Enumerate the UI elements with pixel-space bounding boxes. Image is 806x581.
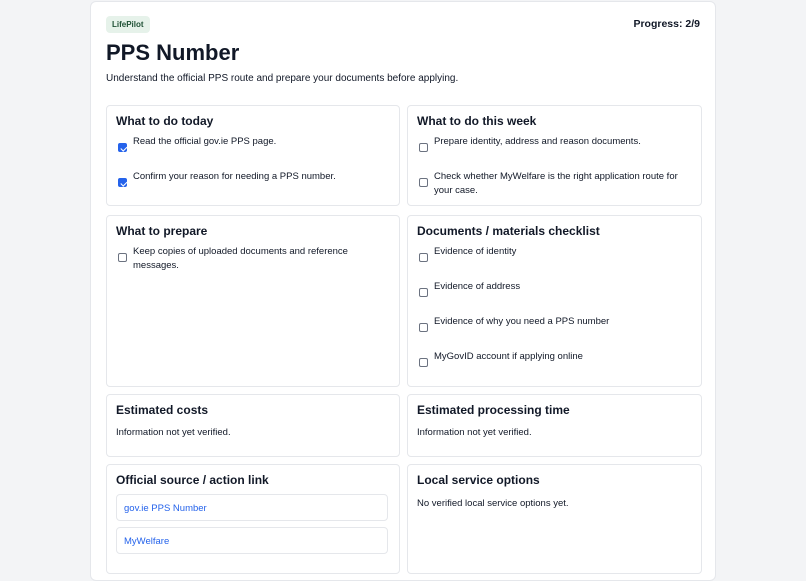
local-value: No verified local service options yet. — [417, 498, 569, 509]
today-card — [106, 105, 400, 206]
documents-checkbox-0[interactable] — [419, 253, 428, 262]
source-card-title: Official source / action link — [116, 473, 269, 487]
costs-card-title: Estimated costs — [116, 403, 209, 417]
brand-badge: LifePilot — [106, 16, 150, 33]
local-card-title: Local service options — [417, 473, 540, 487]
documents-checkbox-1[interactable] — [419, 288, 428, 297]
documents-checkbox-3[interactable] — [419, 358, 428, 367]
page-title: PPS Number — [106, 40, 240, 65]
documents-item-label: MyGovID account if applying online — [434, 351, 583, 362]
costs-card — [106, 394, 400, 457]
documents-item-label: Evidence of why you need a PPS number — [434, 316, 610, 327]
mywelfare-link[interactable] — [116, 527, 388, 554]
local-card — [407, 464, 702, 574]
prepare-checkbox-0[interactable] — [118, 253, 127, 262]
week-card-title: What to do this week — [417, 114, 537, 128]
today-item-label: Read the official gov.ie PPS page. — [133, 136, 277, 147]
progress-indicator: Progress: 2/9 — [633, 18, 700, 30]
documents-card-title: Documents / materials checklist — [417, 224, 600, 238]
prepare-item-label: Keep copies of uploaded documents and reference messages. — [133, 246, 348, 271]
today-checkbox-1[interactable] — [118, 178, 127, 187]
page-subtitle: Understand the official PPS route and prepare your documents before applying. — [106, 73, 459, 84]
week-checkbox-1[interactable] — [419, 178, 428, 187]
today-checkbox-0[interactable] — [118, 143, 127, 152]
week-checkbox-0[interactable] — [419, 143, 428, 152]
prepare-card — [106, 215, 400, 387]
documents-checkbox-2[interactable] — [419, 323, 428, 332]
documents-item-label: Evidence of address — [434, 281, 521, 292]
processing-card — [407, 394, 702, 457]
mywelfare-link-label[interactable]: MyWelfare — [124, 536, 170, 547]
documents-item-label: Evidence of identity — [434, 246, 517, 257]
gov-ie-pps-link-label[interactable]: gov.ie PPS Number — [124, 503, 207, 514]
processing-value: Information not yet verified. — [417, 427, 532, 438]
week-item-label: Check whether MyWelfare is the right application route for your case. — [434, 171, 678, 196]
prepare-card-title: What to prepare — [116, 224, 208, 238]
documents-card — [407, 215, 702, 387]
gov-ie-pps-link[interactable] — [116, 494, 388, 521]
week-item-label: Prepare identity, address and reason documents. — [434, 136, 641, 147]
source-card — [106, 464, 400, 574]
plan-page — [90, 1, 716, 581]
week-card — [407, 105, 702, 206]
processing-card-title: Estimated processing time — [417, 403, 570, 417]
today-card-title: What to do today — [116, 114, 214, 128]
costs-value: Information not yet verified. — [116, 427, 231, 438]
today-item-label: Confirm your reason for needing a PPS number. — [133, 171, 336, 182]
